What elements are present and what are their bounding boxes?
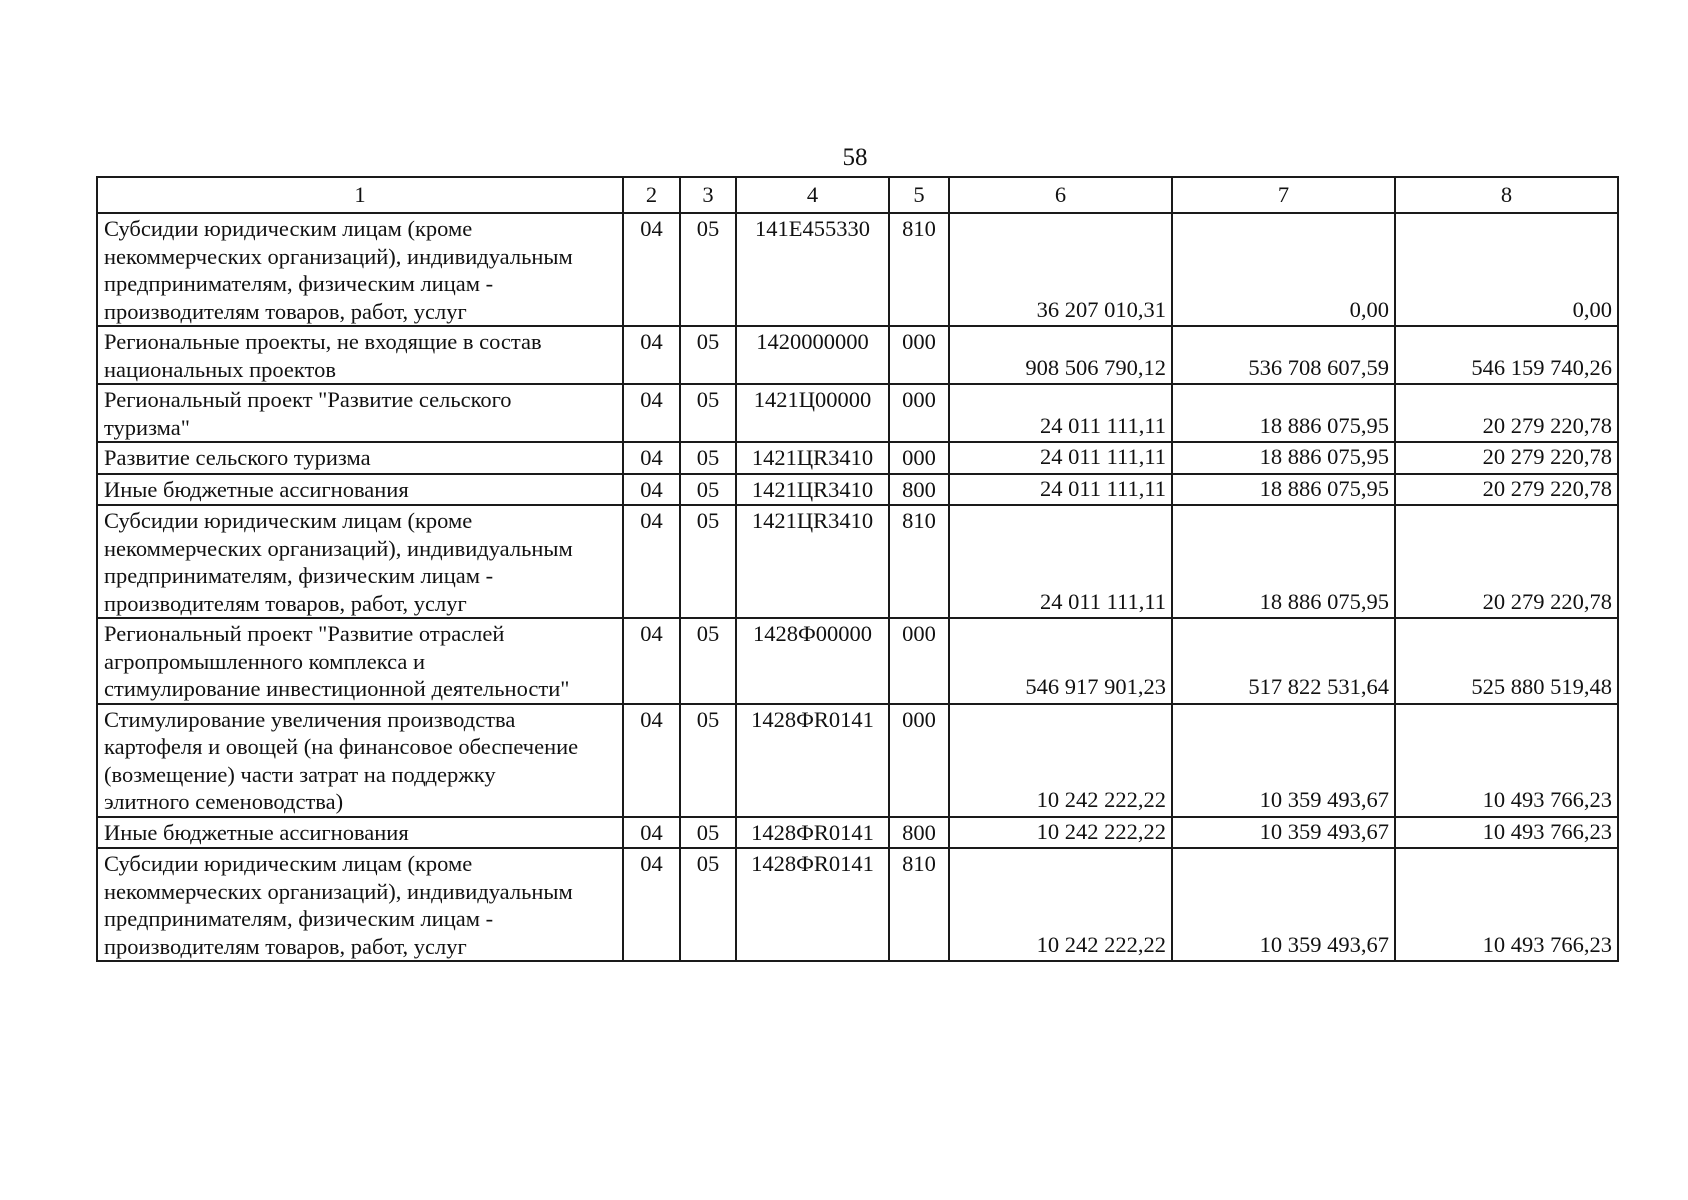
item-name-line: агропромышленного комплекса и [104,648,425,674]
target-article-cell: 1428ФR0141 [736,848,889,961]
item-name-line: Иные бюджетные ассигнования [104,819,409,845]
table-row [97,505,1618,618]
expense-type-cell: 800 [889,817,949,849]
target-article-cell: 1428ФR0141 [736,817,889,849]
target-article-cell: 1421ЦR3410 [736,442,889,474]
section-code-cell: 04 [623,817,680,849]
amount-cell-6: 24 011 111,11 [949,442,1172,474]
table-header-row [97,177,1618,213]
item-name-cell [97,213,623,326]
item-name-line: туризма" [104,414,190,440]
amount-cell-6: 24 011 111,11 [949,474,1172,506]
subsection-code-cell: 05 [680,213,736,326]
table-row [97,442,1618,474]
target-article-cell: 1421Ц00000 [736,384,889,442]
expense-type-cell: 810 [889,848,949,961]
expense-type-cell: 000 [889,326,949,384]
section-code-cell: 04 [623,213,680,326]
amount-cell-6: 36 207 010,31 [949,213,1172,326]
item-name-line: Стимулирование увеличения производства [104,706,516,732]
table-row [97,213,1618,326]
amount-cell-8: 10 493 766,23 [1395,848,1618,961]
item-name-cell [97,384,623,442]
amount-cell-6: 546 917 901,23 [949,618,1172,704]
amount-cell-8: 525 880 519,48 [1395,618,1618,704]
budget-table [96,176,1619,962]
item-name-line: Развитие сельского туризма [104,445,371,470]
subsection-code-cell: 05 [680,618,736,704]
amount-cell-8: 20 279 220,78 [1395,384,1618,442]
item-name-line: Региональные проекты, не входящие в состав [104,329,542,354]
table-row [97,848,1618,961]
amount-cell-6: 10 242 222,22 [949,704,1172,817]
subsection-code-cell: 05 [680,442,736,474]
item-name-cell [97,326,623,384]
expense-type-cell: 000 [889,704,949,817]
amount-cell-7: 18 886 075,95 [1172,474,1395,506]
table-row [97,384,1618,442]
expense-type-cell: 800 [889,474,949,506]
target-article-cell: 1421ЦR3410 [736,474,889,506]
amount-cell-6: 10 242 222,22 [949,817,1172,849]
expense-type-cell: 000 [889,618,949,704]
item-name-cell [97,505,623,618]
subsection-code-cell: 05 [680,474,736,506]
item-name-line: предпринимателям, физическим лицам - [104,563,494,588]
amount-cell-8: 20 279 220,78 [1395,442,1618,474]
column-header: 6 [949,177,1172,213]
page-number: 58 [842,144,868,171]
item-name-line: некоммерческих организаций), индивидуальным [104,243,573,269]
item-name-line: некоммерческих организаций), индивидуальным [104,878,573,904]
item-name-cell [97,817,623,849]
item-name-line: производителям товаров, работ, услуг [104,933,467,959]
subsection-code-cell: 05 [680,704,736,817]
item-name-line: Субсидии юридическим лицам (кроме [104,508,473,533]
item-name-line: стимулирование инвестиционной деятельности" [104,676,570,701]
item-name-line: Субсидии юридическим лицам (кроме [104,851,473,876]
item-name-line: Региональный проект "Развитие отраслей [104,621,505,646]
target-article-cell: 1420000000 [736,326,889,384]
amount-cell-6: 10 242 222,22 [949,848,1172,961]
item-name-line: производителям товаров, работ, услуг [104,590,467,616]
amount-cell-6: 24 011 111,11 [949,384,1172,442]
amount-cell-7: 517 822 531,64 [1172,618,1395,704]
amount-cell-8: 20 279 220,78 [1395,474,1618,506]
table-row [97,704,1618,817]
amount-cell-7: 10 359 493,67 [1172,848,1395,961]
amount-cell-7: 10 359 493,67 [1172,817,1395,849]
subsection-code-cell: 05 [680,817,736,849]
expense-type-cell: 000 [889,442,949,474]
subsection-code-cell: 05 [680,326,736,384]
column-header: 8 [1395,177,1618,213]
item-name-line: (возмещение) части затрат на поддержку [104,761,496,787]
item-name-cell [97,704,623,817]
expense-type-cell: 810 [889,213,949,326]
item-name-cell [97,442,623,474]
amount-cell-7: 18 886 075,95 [1172,442,1395,474]
subsection-code-cell: 05 [680,505,736,618]
subsection-code-cell: 05 [680,848,736,961]
section-code-cell: 04 [623,326,680,384]
section-code-cell: 04 [623,618,680,704]
target-article-cell: 1428ФR0141 [736,704,889,817]
amount-cell-8: 0,00 [1395,213,1618,326]
section-code-cell: 04 [623,474,680,506]
column-header: 3 [680,177,736,213]
section-code-cell: 04 [623,505,680,618]
section-code-cell: 04 [623,848,680,961]
column-header: 4 [736,177,889,213]
section-code-cell: 04 [623,442,680,474]
amount-cell-8: 20 279 220,78 [1395,505,1618,618]
item-name-line: Иные бюджетные ассигнования [104,476,409,502]
amount-cell-7: 0,00 [1172,213,1395,326]
amount-cell-8: 546 159 740,26 [1395,326,1618,384]
item-name-line: Региональный проект "Развитие сельского [104,387,512,412]
amount-cell-8: 10 493 766,23 [1395,704,1618,817]
subsection-code-cell: 05 [680,384,736,442]
item-name-line: некоммерческих организаций), индивидуальным [104,535,573,561]
column-header: 5 [889,177,949,213]
table-body [97,213,1618,961]
table-row [97,817,1618,849]
amount-cell-7: 536 708 607,59 [1172,326,1395,384]
item-name-line: предпринимателям, физическим лицам - [104,906,494,931]
item-name-line: Субсидии юридическим лицам (кроме [104,216,473,241]
target-article-cell: 141E455330 [736,213,889,326]
target-article-cell: 1428Ф00000 [736,618,889,704]
target-article-cell: 1421ЦR3410 [736,505,889,618]
item-name-line: элитного семеноводства) [104,789,344,814]
item-name-line: картофеля и овощей (на финансовое обеспечение [104,734,579,759]
amount-cell-7: 10 359 493,67 [1172,704,1395,817]
amount-cell-7: 18 886 075,95 [1172,505,1395,618]
expense-type-cell: 000 [889,384,949,442]
item-name-cell [97,618,623,704]
table-row [97,474,1618,506]
item-name-cell [97,474,623,506]
table-row [97,618,1618,704]
amount-cell-6: 24 011 111,11 [949,505,1172,618]
section-code-cell: 04 [623,384,680,442]
item-name-line: производителям товаров, работ, услуг [104,298,467,324]
column-header: 1 [97,177,623,213]
column-header: 7 [1172,177,1395,213]
amount-cell-6: 908 506 790,12 [949,326,1172,384]
table-row [97,326,1618,384]
item-name-line: предпринимателям, физическим лицам - [104,271,494,296]
amount-cell-8: 10 493 766,23 [1395,817,1618,849]
item-name-line: национальных проектов [104,356,336,382]
expense-type-cell: 810 [889,505,949,618]
amount-cell-7: 18 886 075,95 [1172,384,1395,442]
section-code-cell: 04 [623,704,680,817]
column-header: 2 [623,177,680,213]
item-name-cell [97,848,623,961]
